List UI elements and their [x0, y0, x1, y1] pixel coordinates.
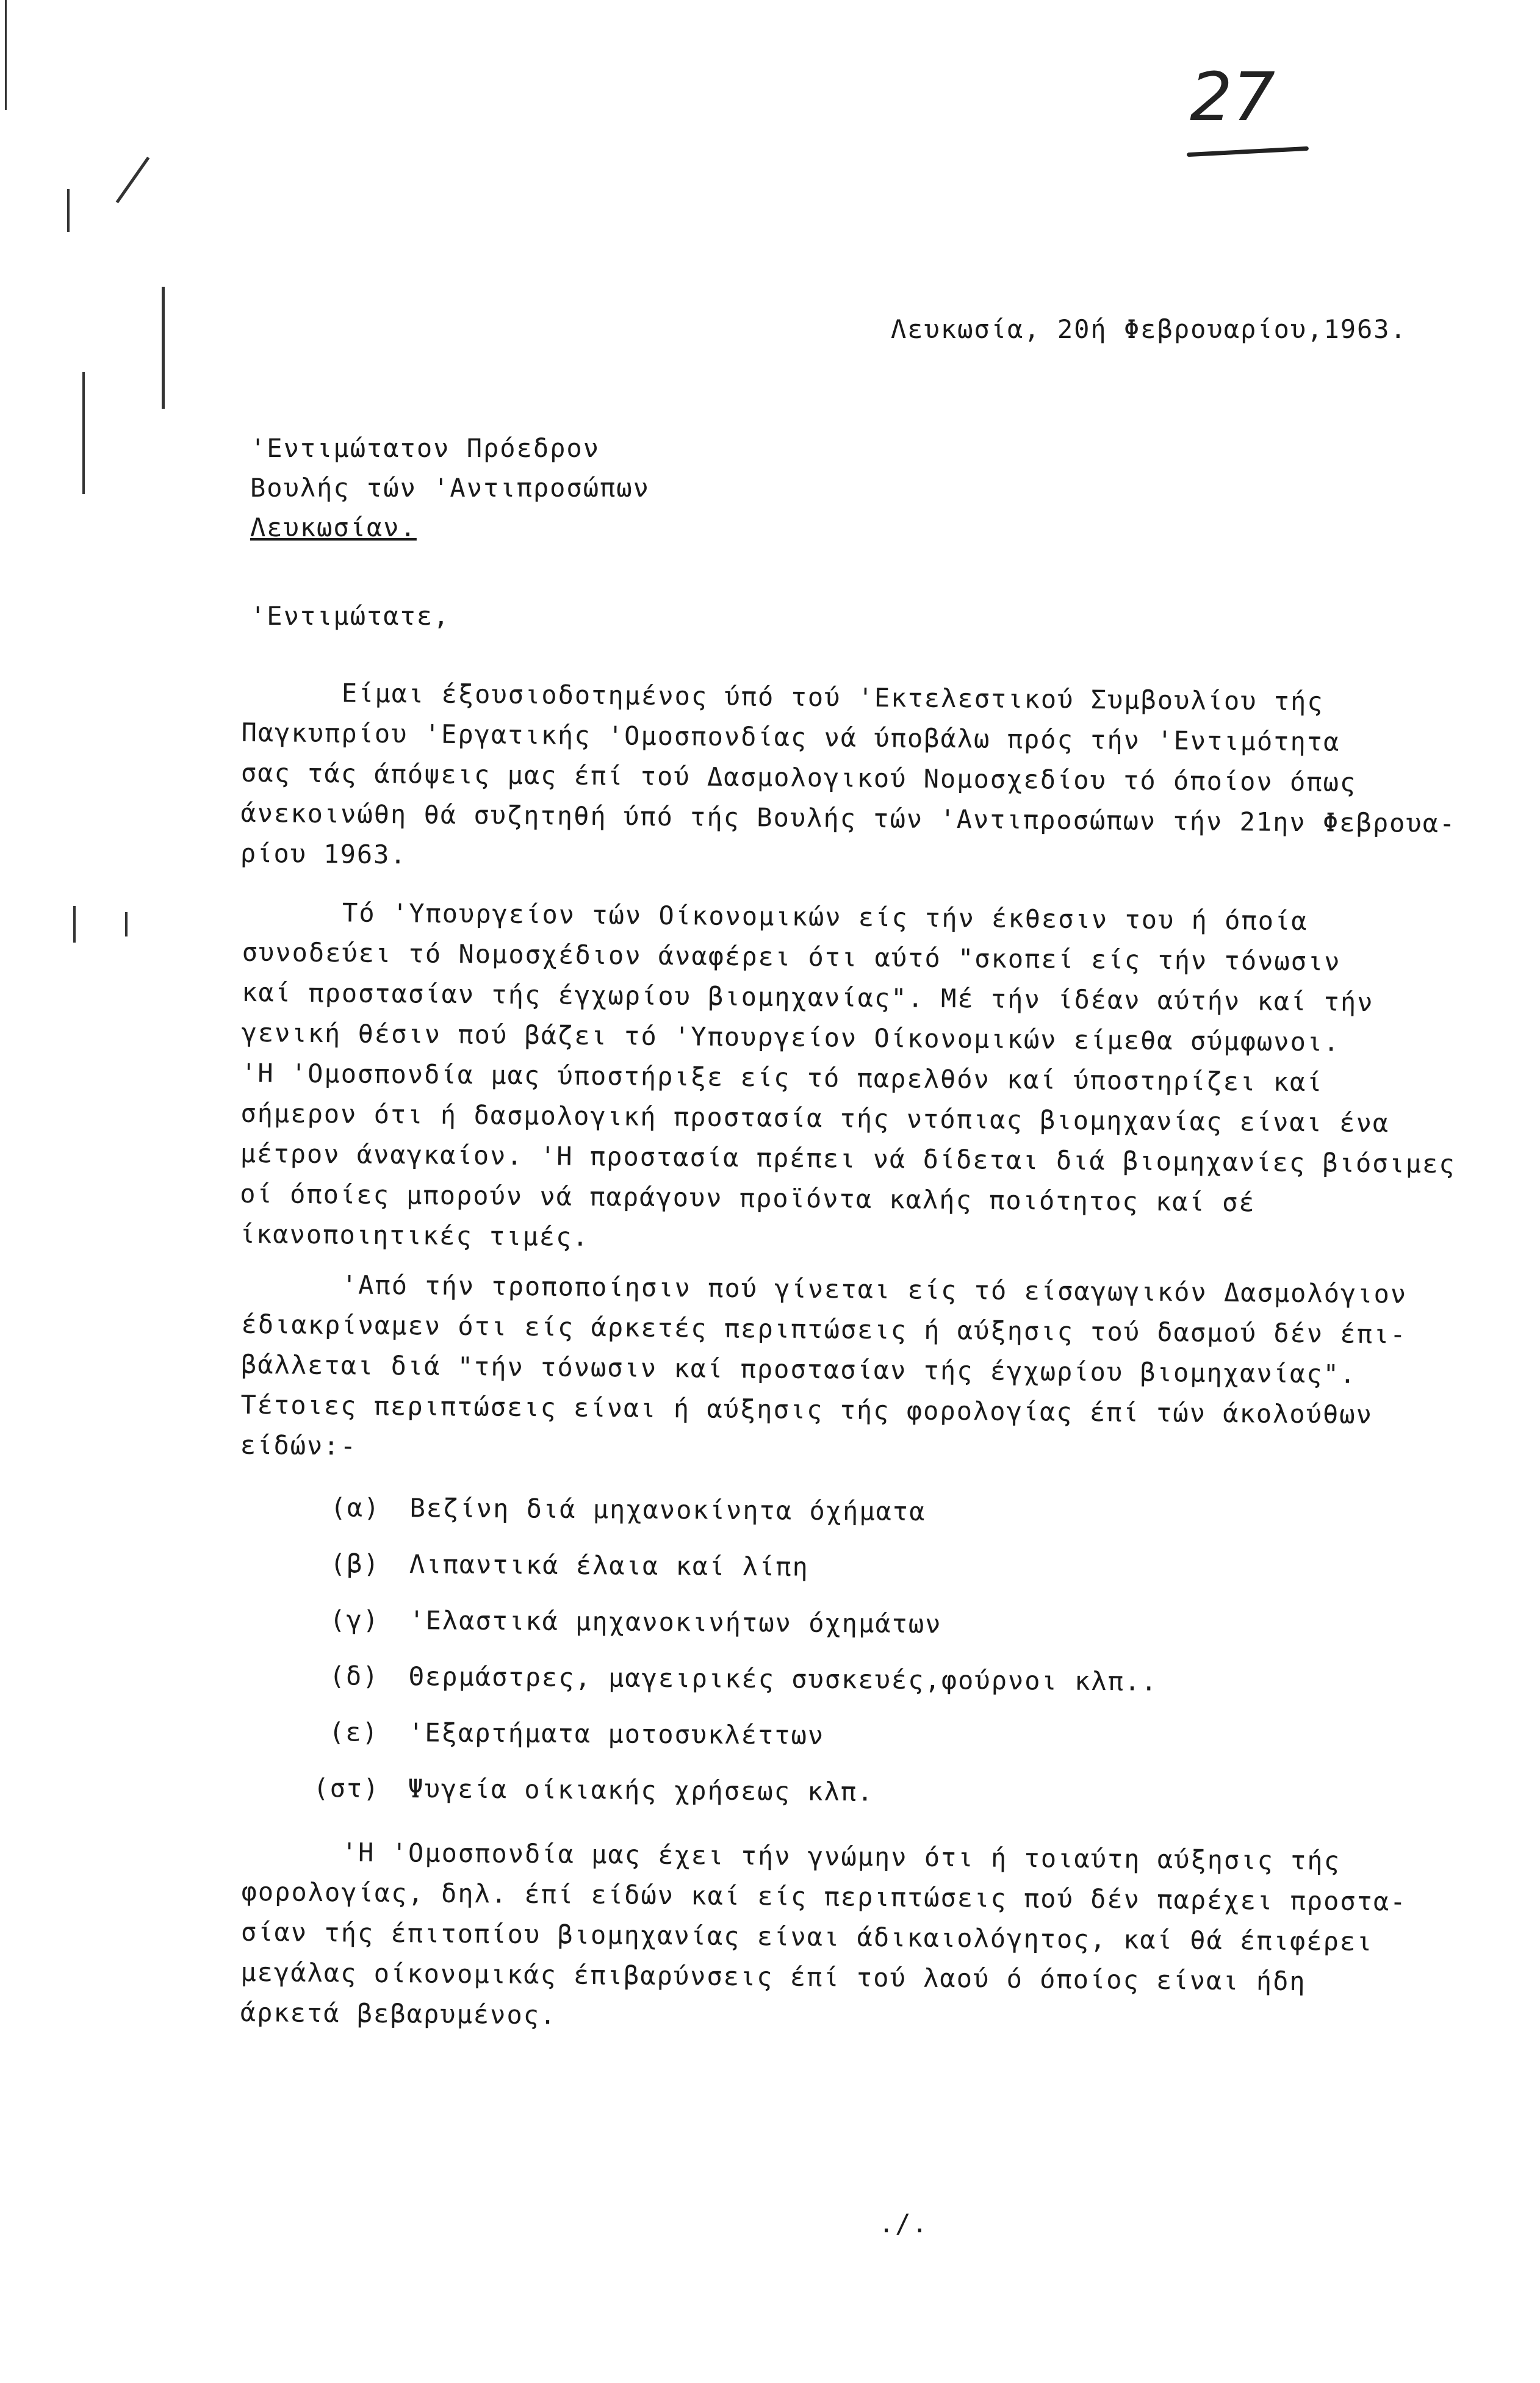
paragraph-line: φορολογίας, δηλ. έπί είδών καί είς περιπτώσεις πού δέν παρέχει προστα-	[241, 1876, 1407, 1917]
paragraph-line: ίκανοποιητικές τιμές.	[239, 1218, 589, 1252]
paragraph-line: είδών:-	[240, 1429, 358, 1461]
list-item-text: Ψυγεία οίκιακής χρήσεως κλπ.	[408, 1774, 874, 1807]
continuation-mark: ./.	[879, 2209, 929, 2238]
paragraph-line: οί όποίες μπορούν νά παράγουν προϊόντα καλής ποιότητος καί σέ	[240, 1178, 1256, 1218]
paragraph-line: σας τάς άπόψεις μας έπί τού Δασμολογικού Νομοσχεδίου τό όποίον όπως	[240, 757, 1357, 797]
paragraph-line: 'Η 'Ομοσπονδία μας έχει τήν γνώμην ότι ή τοιαύτη αύξησις τής	[241, 1836, 1341, 1876]
letter-date: Λευκωσία, 20ή Φεβρουαρίου,1963.	[891, 314, 1407, 344]
addressee-line-1: 'Εντιμώτατον Πρόεδρον	[250, 433, 600, 463]
addressee-line-3: Λευκωσίαν.	[250, 512, 417, 542]
paragraph-line: μέτρον άναγκαίον. 'Η προστασία πρέπει νά δίδεται διά βιομηχανίες βιόσιμες	[240, 1138, 1456, 1179]
list-item-text: Θερμάστρες, μαγειρικές συσκευές,φούρνοι κλπ..	[408, 1661, 1158, 1697]
list-item	[330, 1479, 1159, 1541]
list-item-text: Λιπαντικά έλαια καί λίπη	[409, 1549, 810, 1582]
list-item-label: (β)	[329, 1548, 381, 1579]
list-item	[329, 1704, 1157, 1766]
scan-mark	[82, 372, 85, 494]
paragraph-line: Τέτοιες περιπτώσεις είναι ή αύξησις τής φορολογίας έπί τών άκολούθων	[240, 1389, 1373, 1430]
scan-mark	[73, 906, 76, 943]
scan-mark	[67, 189, 70, 232]
list-item	[329, 1592, 1158, 1653]
scan-mark	[5, 0, 7, 110]
paragraph-line: έδιακρίναμεν ότι είς άρκετές περιπτώσεις ή αύξησις τού δασμού δέν έπι-	[241, 1309, 1407, 1350]
scan-mark	[116, 157, 150, 204]
list-item	[313, 1760, 1157, 1822]
paragraph-4	[240, 1831, 1407, 2043]
paragraph-line: Παγκυπρίου 'Εργατικής 'Ομοσπονδίας νά ύποβάλω πρός τήν 'Εντιμότητα	[241, 717, 1340, 757]
paragraph-line: βάλλεται διά "τήν τόνωσιν καί προστασίαν τής έγχωρίου βιομηχανίας".	[240, 1349, 1357, 1389]
paragraph-line: 'Η 'Ομοσπονδία μας ύποστήριξε είς τό παρελθόν καί ύποστηρίζει καί	[240, 1057, 1323, 1098]
scan-mark	[162, 287, 165, 409]
paragraph-line: συνοδεύει τό Νομοσχέδιον άναφέρει ότι αύτό "σκοπεί είς τήν τόνωσιν	[242, 936, 1341, 977]
scan-mark	[125, 912, 128, 936]
paragraph-line: γενική θέσιν πού βάζει τό 'Υπουργείον Οίκονομικών είμεθα σύμφωνοι.	[241, 1017, 1340, 1057]
list-item-label: (α)	[330, 1492, 381, 1523]
paragraph-line: ρίου 1963.	[240, 838, 407, 870]
paragraph-line: Τό 'Υπουργείον τών Οίκονομικών είς τήν έκθεσιν του ή όποία	[242, 896, 1308, 936]
items-list	[313, 1479, 1159, 1822]
list-item-label: (δ)	[329, 1661, 380, 1691]
list-item-label: (γ)	[329, 1605, 380, 1635]
paragraph-line: Είμαι έξουσιοδοτημένος ύπό τού 'Εκτελεστικού Συμβουλίου τής	[241, 677, 1324, 717]
paragraph-line: σίαν τής έπιτοπίου βιομηχανίας είναι άδικαιολόγητος, καί θά έπιφέρει	[240, 1916, 1373, 1957]
list-item	[329, 1648, 1157, 1709]
paragraph-line: άνεκοινώθη θά συζητηθή ύπό τής Βουλής τών 'Αντιπροσώπων τήν 21ην Φεβρουα-	[240, 797, 1456, 839]
addressee-line-2: Βουλής τών 'Αντιπροσώπων	[250, 473, 650, 503]
list-item-text: 'Ελαστικά μηχανοκινήτων όχημάτων	[409, 1605, 942, 1639]
paragraph-line: άρκετά βεβαρυμένος.	[240, 1997, 557, 2030]
paragraph-line: σήμερον ότι ή δασμολογική προστασία τής ντόπιας βιομηχανίας είναι ένα	[240, 1098, 1390, 1138]
paragraph-2	[239, 892, 1456, 1264]
paragraph-line: μεγάλας οίκονομικάς έπιβαρύνσεις έπί τού λαού ό όποίος είναι ήδη	[240, 1957, 1306, 1997]
paragraph-3	[240, 1264, 1408, 1475]
page-number: 27	[1190, 58, 1275, 136]
page-number-underline	[1187, 146, 1309, 157]
paragraph-line: 'Από τήν τροποποίησιν πού γίνεται είς τό είσαγωγικόν Δασμολόγιον	[241, 1268, 1408, 1309]
paragraph-1	[240, 672, 1456, 883]
list-item-label: (στ)	[313, 1773, 380, 1803]
list-item-text: 'Εξαρτήματα μοτοσυκλέττων	[408, 1717, 825, 1750]
list-item-label: (ε)	[328, 1717, 380, 1747]
paragraph-line: καί προστασίαν τής έγχωρίου βιομηχανίας". Μέ τήν ίδέαν αύτήν καί τήν	[241, 977, 1374, 1018]
list-item	[330, 1536, 1159, 1597]
list-item-text: Βεζίνη διά μηχανοκίνητα όχήματα	[409, 1493, 926, 1527]
salutation: 'Εντιμώτατε,	[250, 601, 450, 631]
